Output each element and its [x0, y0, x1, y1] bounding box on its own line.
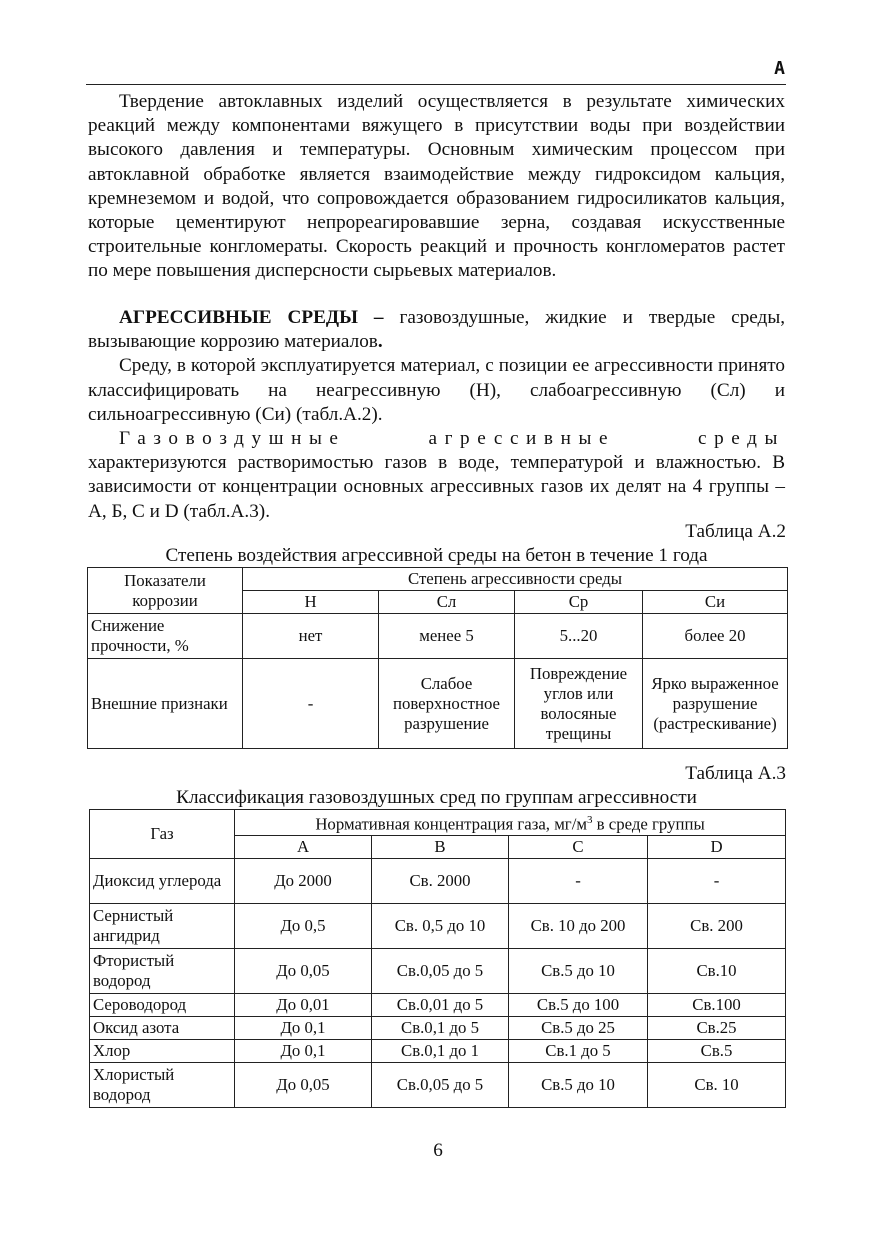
gas-environment-paragraph — [88, 427, 785, 524]
table-cell: До 0,5 — [235, 903, 372, 948]
table-cell: Св.1 до 5 — [509, 1039, 648, 1062]
table-a2-col-header: Си — [643, 591, 788, 614]
gas-environment-text: характеризуются растворимостью газов в воде, температурой и влажностью. В зависимости от концентрации основных агрессивных газов их делят на 4 группы – А, Б, С и D (табл.А.3). — [88, 452, 785, 522]
table-a3-col-header: D — [648, 835, 786, 858]
table-cell: До 0,1 — [235, 1039, 372, 1062]
table-a3-gas: Сернистый ангидрид — [90, 903, 235, 948]
table-cell: Ярко выраженное разрушение (растрескивание) — [643, 659, 788, 749]
table-a2-group-header: Степень агрессивности среды — [243, 568, 788, 591]
table-row — [90, 948, 786, 993]
intro-section — [88, 90, 785, 284]
table-cell: Св.0,05 до 5 — [372, 948, 509, 993]
table-a3-group-header — [235, 810, 786, 836]
definition-end: . — [377, 331, 383, 353]
table-cell: Св.100 — [648, 993, 786, 1016]
table-cell: Слабое поверхностное разрушение — [379, 659, 515, 749]
table-cell: Св.0,1 до 5 — [372, 1016, 509, 1039]
table-cell: Св.5 — [648, 1039, 786, 1062]
table-cell: До 2000 — [235, 858, 372, 903]
classification-paragraph: Среду, в которой эксплуатируется материал, с позиции ее агрессивности принято классифицировать на неагрессивную (Н), слабоагрессивную (Сл) и сильноагрессивную (Си) (табл.А.2). — [88, 355, 785, 425]
table-a3-group-header-tail: в среде группы — [592, 814, 705, 834]
table-cell: Св. 10 до 200 — [509, 903, 648, 948]
definition-term: АГРЕССИВНЫЕ СРЕДЫ – — [119, 307, 384, 328]
table-a3-caption: Классификация газовоздушных сред по группам агрессивности — [176, 787, 697, 808]
table-cell: - — [648, 858, 786, 903]
table-cell: Св.10 — [648, 948, 786, 993]
table-row — [90, 903, 786, 948]
table-a3-gas: Хлор — [90, 1039, 235, 1062]
table-a2 — [87, 567, 788, 749]
table-a3-gas: Оксид азота — [90, 1016, 235, 1039]
table-a2-ref: Таблица А.2 — [685, 521, 786, 542]
table-a3-gas: Хлористый водород — [90, 1062, 235, 1107]
table-cell: Св.0,1 до 1 — [372, 1039, 509, 1062]
table-row — [90, 1016, 786, 1039]
table-a2-corner-header: Показатели коррозии — [88, 568, 243, 614]
table-cell: До 0,05 — [235, 948, 372, 993]
table-cell: более 20 — [643, 614, 788, 659]
table-a3-gas: Сероводород — [90, 993, 235, 1016]
table-row — [90, 858, 786, 903]
table-a3-gas: Диоксид углерода — [90, 858, 235, 903]
table-a3-col-header: В — [372, 835, 509, 858]
table-row — [88, 614, 788, 659]
table-a3-gas: Фтористый водород — [90, 948, 235, 993]
table-a3-group-header-text: Нормативная концентрация газа, мг/м — [315, 814, 587, 834]
table-a3-corner-header: Газ — [90, 810, 235, 859]
table-cell: Св. 2000 — [372, 858, 509, 903]
table-cell: Св. 200 — [648, 903, 786, 948]
table-cell: - — [509, 858, 648, 903]
intro-paragraph: Твердение автоклавных изделий осуществляется в результате химических реакций между компонентами вяжущего в присутствии воды при воздействии высокого давления и температуры. Основным химическим процессом при автоклавной обработке является взаимодействие между гидроксидом кальция, кремнеземом и водой, что сопровождается образованием гидросиликатов кальция, которые цементируют непрореагировавшие зерна, создавая искусственные строительные конгломераты. Скорость реакций и прочность конгломератов растет по мере повышения дисперсности сырьевых материалов. — [88, 91, 785, 282]
table-a3-ref: Таблица А.3 — [685, 763, 786, 784]
table-cell: нет — [243, 614, 379, 659]
table-a2-col-header: Н — [243, 591, 379, 614]
table-a2-row-label: Снижение прочности, % — [88, 614, 243, 659]
table-a3-col-header: С — [509, 835, 648, 858]
header-rule — [86, 84, 786, 85]
table-cell: Св.5 до 25 — [509, 1016, 648, 1039]
table-cell: 5...20 — [515, 614, 643, 659]
table-a3-col-header: А — [235, 835, 372, 858]
table-cell: Св.25 — [648, 1016, 786, 1039]
table-cell: Повреждение углов или волосяные трещины — [515, 659, 643, 749]
table-cell: Св.0,01 до 5 — [372, 993, 509, 1016]
section-letter: А — [774, 58, 785, 79]
table-row — [88, 659, 788, 749]
gas-environment-lead: Газовоздушные агрессивные среды — [119, 428, 785, 450]
table-a2-col-header: Сл — [379, 591, 515, 614]
table-cell: Св.0,05 до 5 — [372, 1062, 509, 1107]
table-cell: Св.5 до 10 — [509, 1062, 648, 1107]
table-cell: До 0,01 — [235, 993, 372, 1016]
table-row — [90, 1062, 786, 1107]
table-a3-group-header-sup: 3 — [586, 814, 593, 826]
definition-section — [88, 306, 785, 524]
table-a2-caption: Степень воздействия агрессивной среды на бетон в течение 1 года — [165, 545, 708, 566]
table-cell: До 0,05 — [235, 1062, 372, 1107]
table-cell: Св.5 до 100 — [509, 993, 648, 1016]
definition-text: газовоздушные, жидкие и твердые среды, вызывающие коррозию материалов — [88, 307, 786, 353]
table-cell: менее 5 — [379, 614, 515, 659]
table-a3 — [89, 809, 786, 1108]
table-row — [90, 1039, 786, 1062]
table-cell: Св.5 до 10 — [509, 948, 648, 993]
table-a2-col-header: Ср — [515, 591, 643, 614]
page-number: 6 — [433, 1140, 443, 1161]
definition-paragraph — [88, 306, 785, 354]
table-cell: До 0,1 — [235, 1016, 372, 1039]
table-row — [90, 993, 786, 1016]
table-cell: - — [243, 659, 379, 749]
table-a2-row-label: Внешние признаки — [88, 659, 243, 749]
table-cell: Св. 10 — [648, 1062, 786, 1107]
table-cell: Св. 0,5 до 10 — [372, 903, 509, 948]
